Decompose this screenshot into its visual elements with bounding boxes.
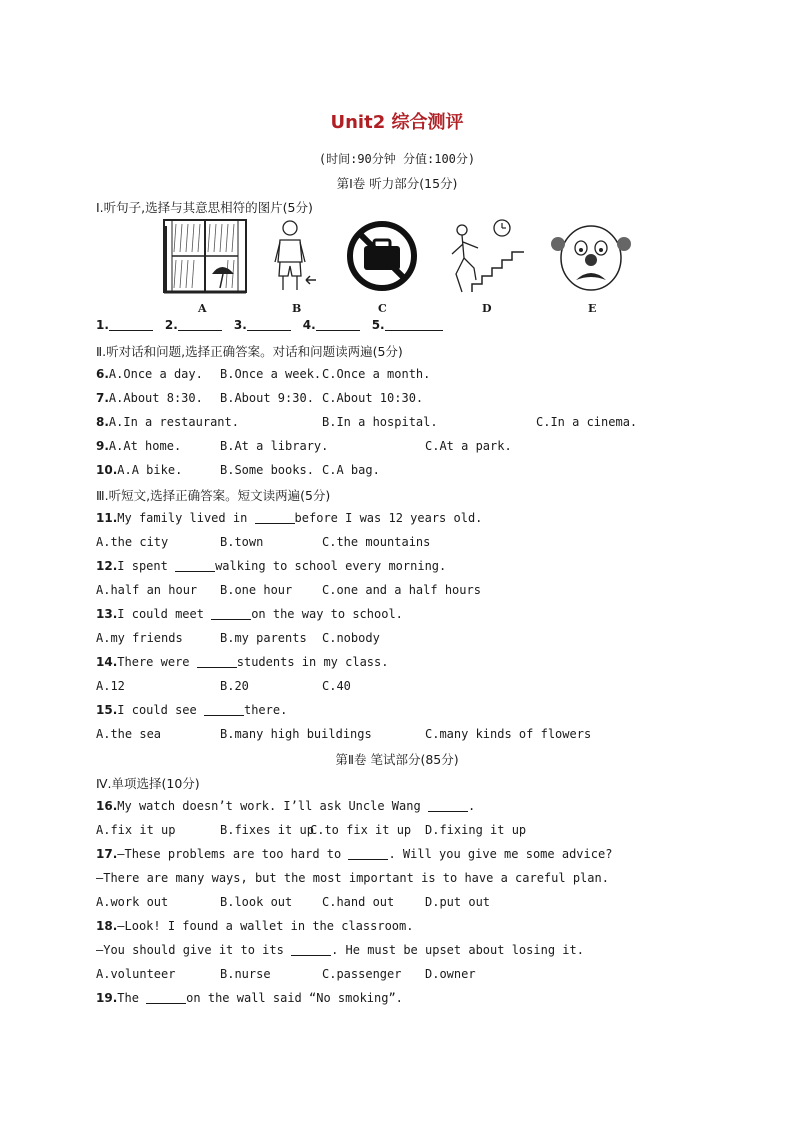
q18-blank[interactable] — [291, 943, 331, 956]
q17-blank[interactable] — [348, 847, 388, 860]
q18-option-c: C.passenger — [322, 967, 402, 981]
answer-blank-5[interactable] — [385, 318, 443, 331]
q15-option-b: B.many high buildings — [220, 727, 372, 741]
question-13: 13.I could meet on the way to school. — [96, 607, 403, 621]
question-9: 9.A.At home. — [96, 439, 182, 453]
question-8: 8.A.In a restaurant. — [96, 415, 239, 429]
question-19: 19.The on the wall said “No smoking”. — [96, 991, 403, 1005]
question-18-reply: —You should give it to its . He must be upset about losing it. — [96, 943, 584, 957]
section2-heading: Ⅱ.听对话和问题,选择正确答案。对话和问题读两遍(5分) — [96, 344, 403, 359]
q17-option-a: A.work out — [96, 895, 169, 909]
q8-option-c: C.In a cinema. — [536, 415, 638, 429]
q9-option-c: C.At a park. — [425, 439, 512, 453]
q13-option-c: C.nobody — [322, 631, 380, 645]
q13-option-b: B.my parents — [220, 631, 307, 645]
q11-blank[interactable] — [255, 511, 295, 524]
q12-blank[interactable] — [175, 559, 215, 572]
q17-option-d: D.put out — [425, 895, 491, 909]
q11-option-b: B.town — [220, 535, 264, 549]
question-15: 15.I could see there. — [96, 703, 288, 717]
q13-blank[interactable] — [211, 607, 251, 620]
q18-option-a: A.volunteer — [96, 967, 176, 981]
question-17-reply: —There are many ways, but the most important is to have a careful plan. — [96, 871, 609, 885]
question-10: 10.A.A bike. — [96, 463, 183, 477]
answer-blank-1[interactable] — [109, 318, 153, 331]
window-rain-icon — [162, 218, 248, 294]
q15-option-a: A.the sea — [96, 727, 162, 741]
answer-blank-2[interactable] — [178, 318, 222, 331]
section4-heading: Ⅳ.单项选择(10分) — [96, 776, 200, 791]
q10-option-b: B.Some books. — [220, 463, 314, 477]
q16-blank[interactable] — [428, 799, 468, 812]
q17-option-c: C.hand out — [322, 895, 395, 909]
question-18: 18.—Look! I found a wallet in the classroom. — [96, 919, 414, 933]
q14-option-c: C.40 — [322, 679, 351, 693]
q15-option-c: C.many kinds of flowers — [425, 727, 592, 741]
question-6: 6.A.Once a day. — [96, 367, 203, 381]
q16-option-a: A.fix it up — [96, 823, 176, 837]
answer-blank-3[interactable] — [247, 318, 291, 331]
q6-option-c: C.Once a month. — [322, 367, 431, 381]
q18-option-d: D.owner — [425, 967, 476, 981]
pic-label-b: B — [292, 302, 302, 315]
q11-option-a: A.the city — [96, 535, 169, 549]
q18-option-b: B.nurse — [220, 967, 271, 981]
q14-option-a: A.12 — [96, 679, 125, 693]
pic-label-d: D — [482, 302, 492, 315]
pic-label-c: C — [378, 302, 387, 315]
q10-option-c: C.A bag. — [322, 463, 380, 477]
q12-option-a: A.half an hour — [96, 583, 198, 597]
question-16: 16.My watch doesn’t work. I’ll ask Uncle Wang . — [96, 799, 476, 813]
pic-label-a: A — [198, 302, 207, 315]
page-title: Unit2 综合测评 — [330, 112, 464, 133]
section3-heading: Ⅲ.听短文,选择正确答案。短文读两遍(5分) — [96, 488, 331, 503]
question-12: 12.I spent walking to school every morning. — [96, 559, 447, 573]
answer-row: 1. 2. 3. 4. 5. — [96, 318, 443, 332]
q16-option-d: D.fixing it up — [425, 823, 527, 837]
sad-clown-face-icon — [548, 218, 634, 294]
part1-title: 第Ⅰ卷 听力部分(15分) — [336, 176, 458, 191]
part2-title: 第Ⅱ卷 笔试部分(85分) — [335, 752, 459, 767]
exam-meta: (时间:90分钟 分值:100分) — [318, 152, 476, 166]
pic-label-e: E — [588, 302, 597, 315]
q9-option-b: B.At a library. — [220, 439, 329, 453]
q6-option-b: B.Once a week. — [220, 367, 322, 381]
question-17: 17.—These problems are too hard to . Will you give me some advice? — [96, 847, 613, 861]
answer-blank-4[interactable] — [316, 318, 360, 331]
picture-row — [160, 218, 640, 318]
q14-option-b: B.20 — [220, 679, 249, 693]
climbing-stairs-clock-icon — [442, 218, 528, 298]
q12-option-b: B.one hour — [220, 583, 293, 597]
question-7: 7.A.About 8:30. — [96, 391, 203, 405]
q13-option-a: A.my friends — [96, 631, 183, 645]
q7-option-c: C.About 10:30. — [322, 391, 424, 405]
q14-blank[interactable] — [197, 655, 237, 668]
q19-blank[interactable] — [146, 991, 186, 1004]
q15-blank[interactable] — [204, 703, 244, 716]
q12-option-c: C.one and a half hours — [322, 583, 481, 597]
question-11: 11.My family lived in before I was 12 years old. — [96, 511, 483, 525]
section1-heading: Ⅰ.听句子,选择与其意思相符的图片(5分) — [96, 200, 313, 215]
question-14: 14.There were students in my class. — [96, 655, 389, 669]
no-bag-sign-icon — [346, 218, 418, 294]
q17-option-b: B.look out — [220, 895, 293, 909]
q16-option-c: C.to fix it up — [310, 823, 412, 837]
q7-option-b: B.About 9:30. — [220, 391, 314, 405]
boy-standing-icon — [270, 218, 320, 294]
q11-option-c: C.the mountains — [322, 535, 431, 549]
q8-option-b: B.In a hospital. — [322, 415, 438, 429]
q16-option-b: B.fixes it up — [220, 823, 314, 837]
